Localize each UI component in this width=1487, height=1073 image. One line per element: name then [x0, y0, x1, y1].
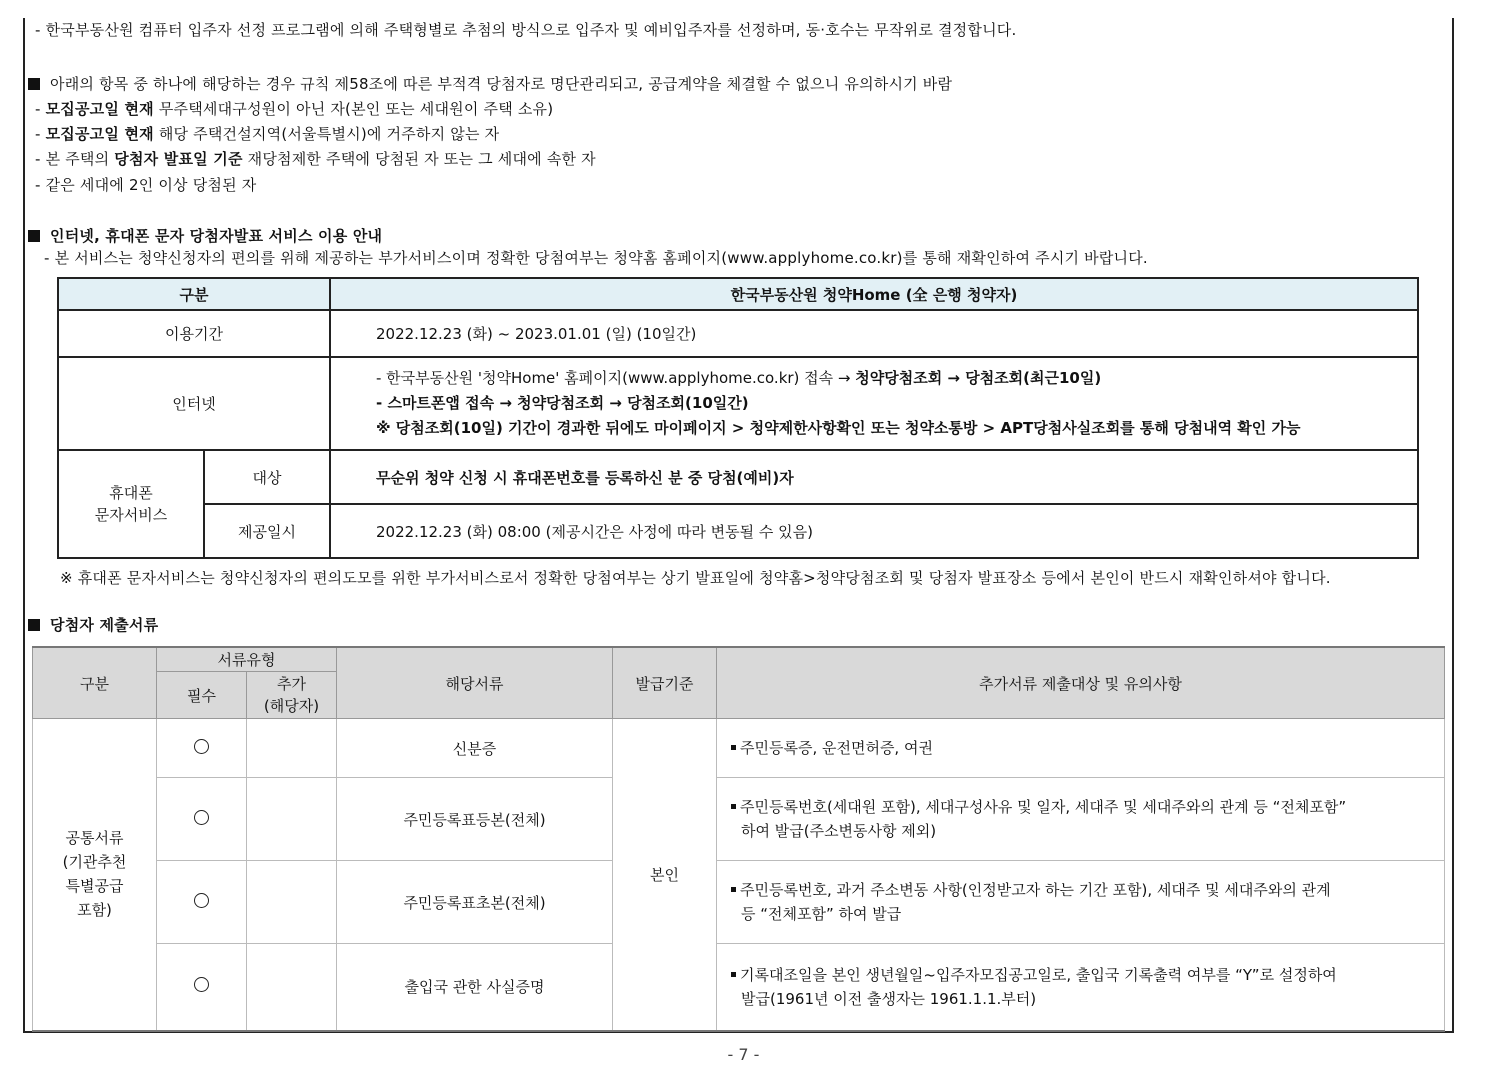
header-issuer: 발급기준: [613, 647, 717, 719]
required-mark: [157, 944, 247, 1031]
additional-mark: [247, 778, 337, 861]
additional-mark: [247, 861, 337, 944]
internet-value: - 한국부동산원 '청약Home' 홈페이지(www.applyhome.co.kr) 접속 → 청약당첨조회 → 당첨조회(최근10일) - 스마트폰앱 접속 → 청약당첨조회 → 당첨조회(10일간) ※ 당첨조회(10일) 기간이 경과한 뒤에도 마이페이지 > 청약제한사항확인 또는 청약소통방 > APT당첨사실조회를 통해 당첨내역 확인 가능: [330, 357, 1418, 450]
notes-cell: 기록대조일을 본인 생년월일~입주자모집공고일로, 출입국 기록출력 여부를 “Y”로 설정하여 발급(1961년 이전 출생자는 1961.1.1.부터): [717, 944, 1445, 1031]
square-bullet-icon: [28, 230, 40, 242]
table-row: [33, 719, 1445, 778]
service-heading-text: 인터넷, 휴대폰 문자 당첨자발표 서비스 이용 안내: [50, 227, 383, 245]
notes-cell: 주민등록번호, 과거 주소변동 사항(인정받고자 하는 기간 포함), 세대주 및 세대주와의 관계 등 “전체포함” 하여 발급: [717, 861, 1445, 944]
header-document: 해당서류: [337, 647, 613, 719]
ineligible-item: - 본 주택의 당첨자 발표일 기준 재당첨제한 주택에 당첨된 자 또는 그 세대에 속한 자: [35, 150, 596, 168]
document-name: 주민등록표초본(전체): [337, 861, 613, 944]
header-additional: 추가 (해당자): [247, 672, 337, 719]
provider-header: 한국부동산원 청약Home (全 은행 청약자): [330, 278, 1418, 310]
table-row: [33, 944, 1445, 1031]
intro-line: - 한국부동산원 컴퓨터 입주자 선정 프로그램에 의해 주택형별로 추첨의 방식으로 입주자 및 예비입주자를 선정하며, 동·호수는 무작위로 결정합니다.: [35, 21, 1017, 39]
period-value: 2022.12.23 (화) ~ 2023.01.01 (일) (10일간): [330, 310, 1418, 357]
header-required: 필수: [157, 672, 247, 719]
required-mark: [157, 861, 247, 944]
square-bullet-icon: [731, 745, 736, 750]
sms-label: 휴대폰 문자서비스: [58, 450, 204, 558]
square-bullet-icon: [731, 972, 736, 977]
square-bullet-icon: [28, 78, 40, 90]
required-mark: [157, 778, 247, 861]
internet-label: 인터넷: [58, 357, 330, 450]
documents-heading-text: 당첨자 제출서류: [50, 616, 159, 634]
target-label: 대상: [204, 450, 330, 504]
issuer-cell: 본인: [613, 719, 717, 1031]
square-bullet-icon: [731, 887, 736, 892]
circle-icon: [194, 739, 209, 754]
service-table: [57, 277, 1419, 559]
documents-heading: [28, 614, 158, 635]
time-label: 제공일시: [204, 504, 330, 558]
service-note: - 본 서비스는 청약신청자의 편의를 위해 제공하는 부가서비스이며 정확한 당첨여부는 청약홈 홈페이지(www.applyhome.co.kr)를 통해 재확인하여 주시기 바랍니다.: [44, 249, 1148, 267]
service-heading: [28, 225, 382, 246]
header-notes: 추가서류 제출대상 및 유의사항: [717, 647, 1445, 719]
additional-mark: [247, 944, 337, 1031]
document-name: 신분증: [337, 719, 613, 778]
ineligible-item: - 모집공고일 현재 무주택세대구성원이 아닌 자(본인 또는 세대원이 주택 소유): [35, 100, 554, 118]
target-value: 무순위 청약 신청 시 휴대폰번호를 등록하신 분 중 당첨(예비)자: [330, 450, 1418, 504]
header-category: 구분: [33, 647, 157, 719]
header-doc-type: 서류유형: [157, 647, 337, 672]
notes-cell: 주민등록번호(세대원 포함), 세대구성사유 및 일자, 세대주 및 세대주와의 관계 등 “전체포함” 하여 발급(주소변동사항 제외): [717, 778, 1445, 861]
circle-icon: [194, 893, 209, 908]
col-header: 구분: [58, 278, 330, 310]
ineligible-heading-text: 아래의 항목 중 하나에 해당하는 경우 규칙 제58조에 따른 부적격 당첨자로 명단관리되고, 공급계약을 체결할 수 없으니 유의하시기 바람: [50, 75, 953, 93]
period-label: 이용기간: [58, 310, 330, 357]
ineligible-item: - 모집공고일 현재 해당 주택건설지역(서울특별시)에 거주하지 않는 자: [35, 125, 500, 143]
page-number: - 7 -: [727, 1045, 760, 1064]
ineligible-heading: [28, 73, 952, 94]
service-footnote: ※ 휴대폰 문자서비스는 청약신청자의 편의도모를 위한 부가서비스로서 정확한 당첨여부는 상기 발표일에 청약홈>청약당첨조회 및 당첨자 발표장소 등에서 본인이 반드시 재확인하셔야 합니다.: [60, 569, 1331, 587]
circle-icon: [194, 810, 209, 825]
circle-icon: [194, 977, 209, 992]
notes-cell: 주민등록증, 운전면허증, 여권: [717, 719, 1445, 778]
square-bullet-icon: [731, 804, 736, 809]
document-name: 주민등록표등본(전체): [337, 778, 613, 861]
table-row: [33, 861, 1445, 944]
square-bullet-icon: [28, 619, 40, 631]
category-cell: 공통서류 (기관추천 특별공급 포함): [33, 719, 157, 1031]
documents-table: [32, 646, 1445, 1032]
document-name: 출입국 관한 사실증명: [337, 944, 613, 1031]
required-mark: [157, 719, 247, 778]
time-value: 2022.12.23 (화) 08:00 (제공시간은 사정에 따라 변동될 수 있음): [330, 504, 1418, 558]
additional-mark: [247, 719, 337, 778]
ineligible-item: - 같은 세대에 2인 이상 당첨된 자: [35, 176, 257, 194]
table-row: [33, 778, 1445, 861]
